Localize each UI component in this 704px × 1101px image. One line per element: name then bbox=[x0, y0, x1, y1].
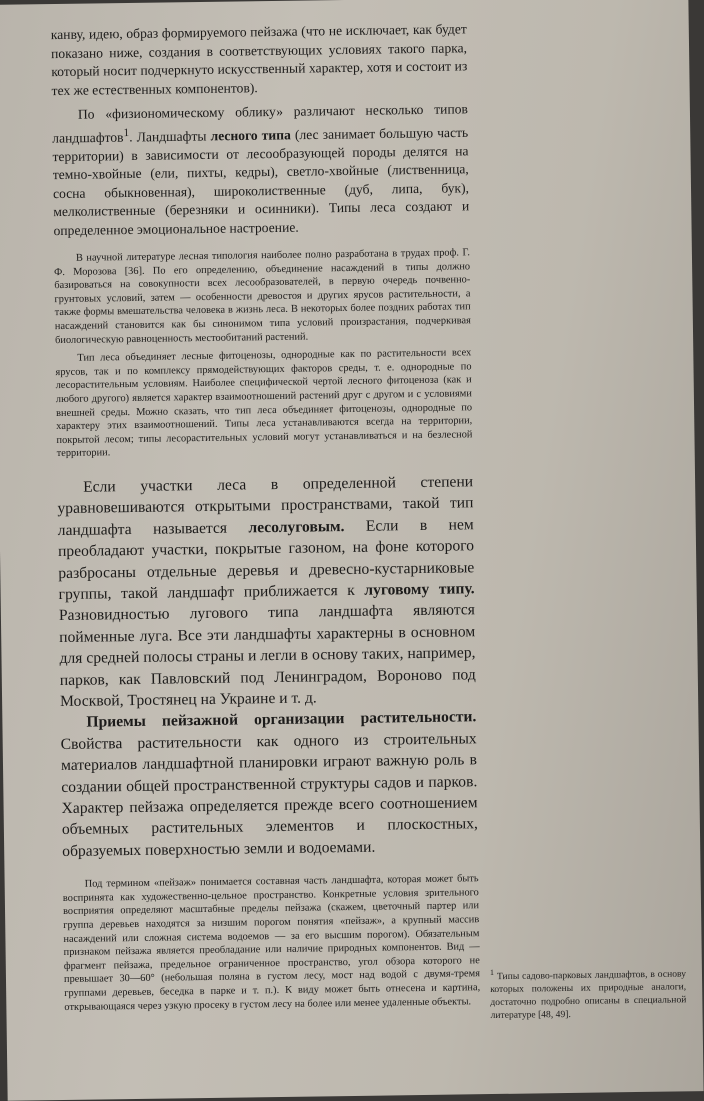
term-forest-type: лесного типа bbox=[210, 126, 291, 143]
footnote-text: Типы садово-парковых ландшафтов, в основу которых положены их природные аналоги, достаточно подробно описаны в специальной литературе [48, 49]. bbox=[490, 968, 687, 1022]
footnote-mark: 1 bbox=[489, 968, 495, 978]
paragraph-intro: канву, идею, образ формируемого пейзажа (что не исключает, как будет показано ниже, создания в соответствующих условиях такого парка, который носит подчеркнуто искусственный характер, хотя и состоит из тех же естественных компонентов). bbox=[50, 21, 468, 98]
term-meadow-type: луговому типу. bbox=[364, 580, 475, 599]
paragraph-landscape-types bbox=[52, 100, 470, 240]
paragraph-meadow-types bbox=[57, 471, 476, 712]
main-column bbox=[51, 20, 481, 1014]
text-run: Если в нем преобладают участки, покрытые газоном, на фоне которого разбросаны отдельные деревья и древесно-кустарниковые группы, такой ландшафт приближается к bbox=[57, 515, 475, 604]
small-paragraph-morozov: В научной литературе лесная типология наиболее полно разработана в трудах проф. Г. Ф. Морозова [36]. По его определению, объединение насаждений в типы должно базироваться на совокупности всех лесообразователей, в первую очередь почвенно-грунтовых условий, затем — особенности древостоя и других ярусов растительности, а также формы вмешательства человека в жизнь леса. В некоторых более поздних работах тип насаждений становится как бы синонимом типа условий произрастания, подчеркивая биологическую равноценность местообитаний растений. bbox=[54, 247, 471, 346]
text-run: . Ландшафты bbox=[129, 127, 211, 145]
footnote-ref: 1 bbox=[123, 126, 130, 139]
text-run: По «физиономическому облику» различают несколько типов ландшафтов bbox=[52, 101, 468, 146]
text-run: (лес занимает большую часть территории) в зависимости от лесообразующей породы делятся на темно-хвойные (ели, пихты, кедры), светло-хвойные (лиственница, сосна обыкновенная), широколиственные (дуб, липа, бук), мелколиственные (березняки и осинники). Типы леса создают и определенное эмоциональное настроение. bbox=[52, 124, 470, 238]
small-paragraph-forest-type: Тип леса объединяет лесные фитоценозы, однородные как по растительности всех ярусов, так и по комплексу прямодействующих факторов среды, т. е. однородные по лесорастительным условиям. Наиболее специфической чертой лесного фитоценоза (как и любого другого) является характер взаимоотношений растений друг с другом и с условиями внешней среды. Можно сказать, что тип леса объединяет фитоценозы, однородные по характеру этих взаимоотношений. Типы леса устанавливаются всегда на территории, покрытой лесом; типы лесорастительных условий могут устанавливаться и на безлесной территории. bbox=[55, 347, 473, 460]
section-heading-techniques: Приемы пейзажной организации растительности. bbox=[86, 708, 477, 732]
term-forest-meadow: лесолуговым. bbox=[248, 517, 345, 537]
paragraph-vegetation-techniques bbox=[60, 707, 478, 863]
footnote bbox=[490, 963, 687, 1022]
text-run: Разновидностью лугового типа ландшафта являются пойменные луга. Все эти ландшафты характерны в основном для средней полосы страны и легли в основу таких, например, парков, как Павловский под Ленинградом, Вороново под Москвой, Тростянец на Украине и т. д. bbox=[58, 601, 476, 711]
text-run: Свойства растительности как одного из строительных материалов ландшафтной планировки играют важную роль в создании общей пространственной структуры садов и парков. Характер пейзажа определяется прежде всего соотношением объемных растительных элементов и плоскостных, образуемых поверхностью земли и водоемами. bbox=[60, 730, 478, 860]
small-paragraph-landscape-term: Под термином «пейзаж» понимается составная часть ландшафта, которая может быть воспринята как художественно-цельное пространство. Конкретные условия зрительного восприятия определяют масштабные пределы пейзажа (скажем, цветочный партер или группа деревьев находятся за низшим порогом понятия «пейзаж», а крупный массив насаждений или сложная система водоемов — за его высшим порогом). Обязательным признаком пейзажа является преобладание или наличие природных компонентов. Вид — фрагмент пейзажа, предельное ограниченное пространство, угол обзора которого не превышает 30—60° (небольшая поляна в густом лесу, мост над водой с двумя-тремя группами деревьев, беседка в парке и т. п.). К виду может быть отнесена и картина, открывающаяся через узкую просеку в густом лесу на более или менее удаленные объекты. bbox=[62, 873, 481, 1013]
text-run: Если участки леса в определенной степени уравновешиваются открытыми пространствами, такой тип ландшафта называется bbox=[57, 473, 474, 539]
